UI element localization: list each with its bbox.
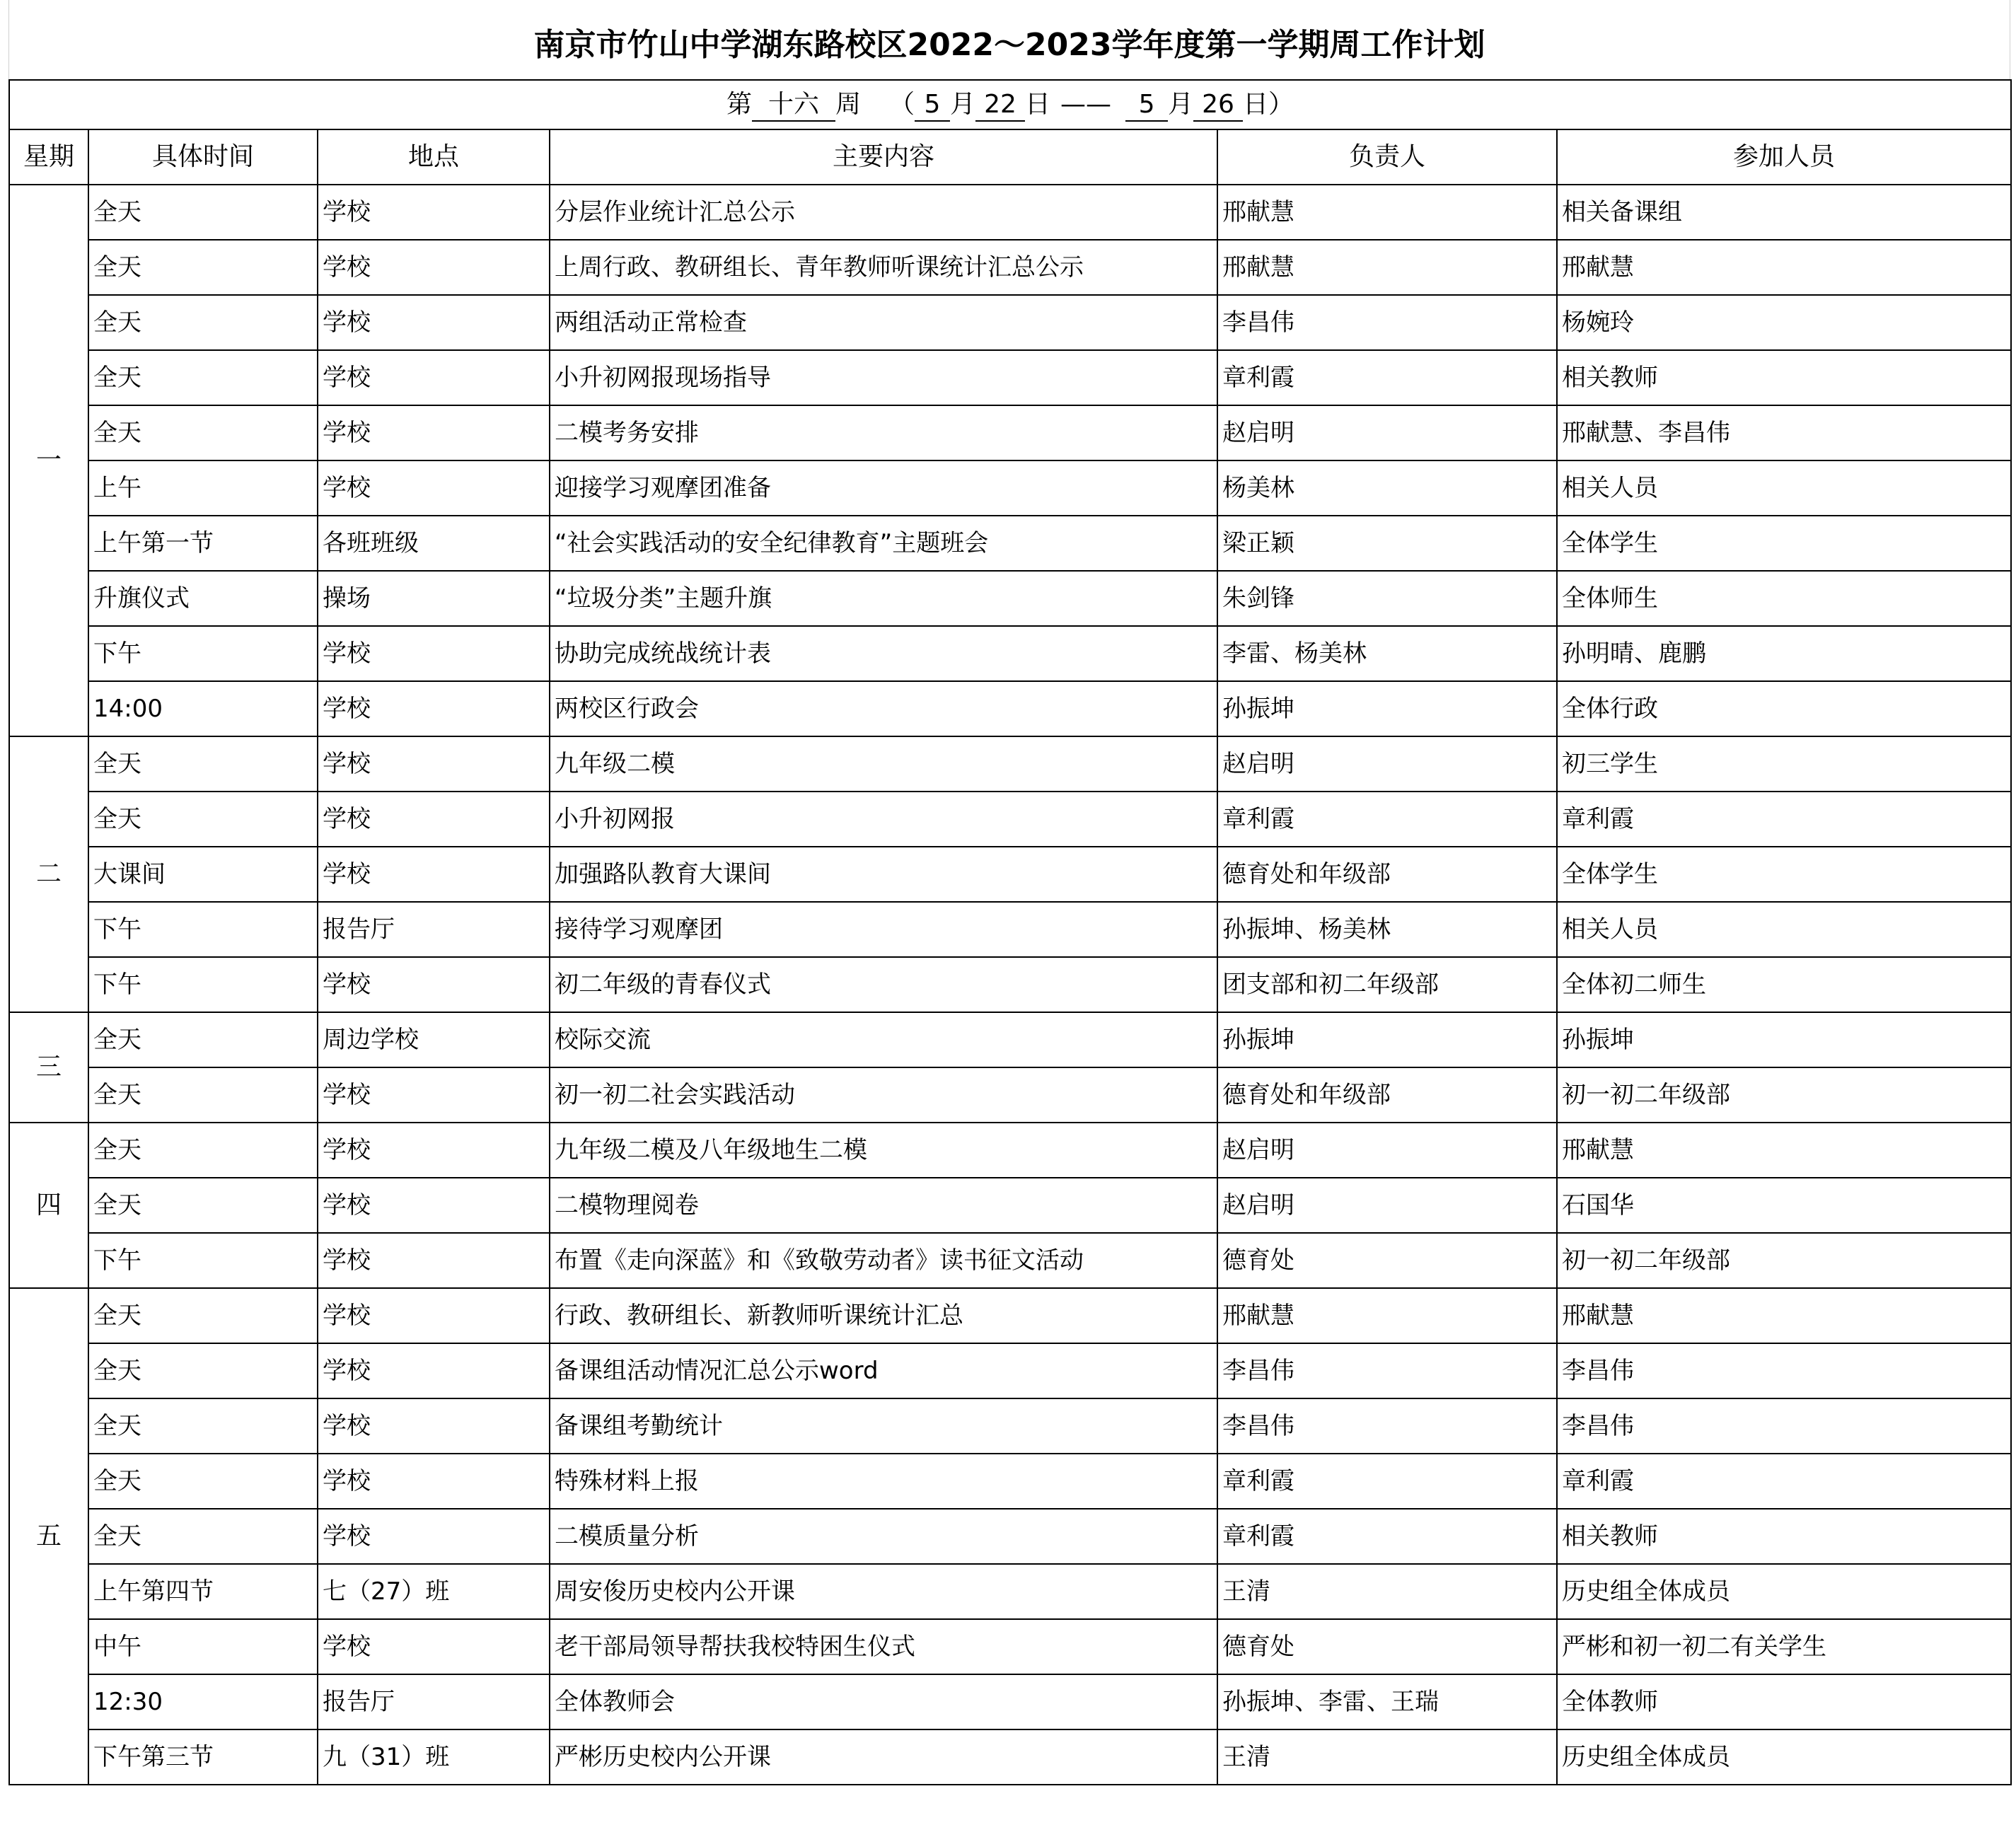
participants-cell: 李昌伟	[1557, 1343, 2011, 1398]
owner-cell: 章利霞	[1217, 350, 1557, 405]
table-row	[9, 626, 2011, 681]
week-range	[9, 80, 2011, 129]
table-row	[9, 460, 2011, 516]
date-dash: ——	[1060, 90, 1112, 119]
place-cell: 学校	[318, 1178, 550, 1233]
place-cell: 学校	[318, 626, 550, 681]
participants-cell: 全体学生	[1557, 847, 2011, 902]
participants-cell: 相关人员	[1557, 902, 2011, 957]
owner-cell: 赵启明	[1217, 405, 1557, 460]
participants-cell: 全体行政	[1557, 681, 2011, 736]
header-day: 星期	[9, 129, 88, 185]
time-cell: 全天	[88, 1398, 318, 1454]
time-cell: 全天	[88, 295, 318, 350]
page-title: 南京市竹山中学湖东路校区2022～2023学年度第一学期周工作计划	[8, 0, 2010, 79]
time-cell: 全天	[88, 1454, 318, 1509]
content-cell: 协助完成统战统计表	[550, 626, 1217, 681]
table-row	[9, 736, 2011, 792]
owner-cell: 杨美林	[1217, 460, 1557, 516]
participants-cell: 章利霞	[1557, 792, 2011, 847]
week-unit: 周	[835, 90, 861, 119]
participants-cell: 历史组全体成员	[1557, 1729, 2011, 1785]
week-prefix: 第	[726, 90, 752, 119]
place-cell: 学校	[318, 295, 550, 350]
place-cell: 学校	[318, 1619, 550, 1674]
owner-cell: 德育处和年级部	[1217, 1067, 1557, 1123]
start-month: 5	[915, 89, 950, 122]
header-owner: 负责人	[1217, 129, 1557, 185]
time-cell: 全天	[88, 1509, 318, 1564]
time-cell: 升旗仪式	[88, 571, 318, 626]
participants-cell: 章利霞	[1557, 1454, 2011, 1509]
time-cell: 下午	[88, 902, 318, 957]
table-row	[9, 1619, 2011, 1674]
content-cell: 备课组活动情况汇总公示word	[550, 1343, 1217, 1398]
time-cell: 全天	[88, 185, 318, 240]
table-row	[9, 1233, 2011, 1288]
place-cell: 七（27）班	[318, 1564, 550, 1619]
content-cell: 布置《走向深蓝》和《致敬劳动者》读书征文活动	[550, 1233, 1217, 1288]
content-cell: 初一初二社会实践活动	[550, 1067, 1217, 1123]
place-cell: 学校	[318, 1123, 550, 1178]
owner-cell: 赵启明	[1217, 736, 1557, 792]
place-cell: 各班班级	[318, 516, 550, 571]
participants-cell: 孙明晴、鹿鹏	[1557, 626, 2011, 681]
start-month-char: 月	[950, 90, 976, 119]
owner-cell: 赵启明	[1217, 1178, 1557, 1233]
time-cell: 全天	[88, 1178, 318, 1233]
header-row	[9, 129, 2011, 185]
owner-cell: 朱剑锋	[1217, 571, 1557, 626]
time-cell: 全天	[88, 240, 318, 295]
content-cell: 特殊材料上报	[550, 1454, 1217, 1509]
time-cell: 全天	[88, 1123, 318, 1178]
place-cell: 九（31）班	[318, 1729, 550, 1785]
content-cell: 分层作业统计汇总公示	[550, 185, 1217, 240]
participants-cell: 初三学生	[1557, 736, 2011, 792]
owner-cell: 李昌伟	[1217, 1398, 1557, 1454]
table-row	[9, 1454, 2011, 1509]
place-cell: 学校	[318, 350, 550, 405]
weekday-cell: 三	[9, 1012, 88, 1123]
table-row	[9, 1729, 2011, 1785]
week-number: 十六	[752, 89, 835, 122]
time-cell: 全天	[88, 350, 318, 405]
end-day: 26	[1193, 89, 1243, 122]
content-cell: “垃圾分类”主题升旗	[550, 571, 1217, 626]
content-cell: 上周行政、教研组长、青年教师听课统计汇总公示	[550, 240, 1217, 295]
place-cell: 报告厅	[318, 902, 550, 957]
participants-cell: 全体学生	[1557, 516, 2011, 571]
time-cell: 上午第四节	[88, 1564, 318, 1619]
table-row	[9, 1509, 2011, 1564]
table-row	[9, 1288, 2011, 1343]
participants-cell: 相关备课组	[1557, 185, 2011, 240]
place-cell: 学校	[318, 240, 550, 295]
table-row	[9, 1067, 2011, 1123]
content-cell: 两校区行政会	[550, 681, 1217, 736]
owner-cell: 孙振坤	[1217, 681, 1557, 736]
weekly-plan-table	[8, 79, 2012, 1785]
content-cell: 两组活动正常检查	[550, 295, 1217, 350]
time-cell: 全天	[88, 1288, 318, 1343]
table-row	[9, 185, 2011, 240]
owner-cell: 李雷、杨美林	[1217, 626, 1557, 681]
owner-cell: 孙振坤、杨美林	[1217, 902, 1557, 957]
participants-cell: 孙振坤	[1557, 1012, 2011, 1067]
table-row	[9, 681, 2011, 736]
participants-cell: 全体教师	[1557, 1674, 2011, 1729]
header-content: 主要内容	[550, 129, 1217, 185]
place-cell: 学校	[318, 1288, 550, 1343]
time-cell: 下午第三节	[88, 1729, 318, 1785]
content-cell: 小升初网报现场指导	[550, 350, 1217, 405]
owner-cell: 李昌伟	[1217, 295, 1557, 350]
owner-cell: 章利霞	[1217, 1509, 1557, 1564]
place-cell: 学校	[318, 1067, 550, 1123]
owner-cell: 王清	[1217, 1729, 1557, 1785]
owner-cell: 王清	[1217, 1564, 1557, 1619]
participants-cell: 邢献慧	[1557, 1288, 2011, 1343]
work-plan-sheet	[8, 0, 2010, 1785]
owner-cell: 德育处	[1217, 1233, 1557, 1288]
time-cell: 全天	[88, 405, 318, 460]
place-cell: 学校	[318, 1509, 550, 1564]
table-row	[9, 516, 2011, 571]
place-cell: 操场	[318, 571, 550, 626]
time-cell: 12:30	[88, 1674, 318, 1729]
table-row	[9, 957, 2011, 1012]
time-cell: 下午	[88, 1233, 318, 1288]
owner-cell: 邢献慧	[1217, 240, 1557, 295]
weekday-cell: 二	[9, 736, 88, 1012]
time-cell: 全天	[88, 1012, 318, 1067]
participants-cell: 全体师生	[1557, 571, 2011, 626]
owner-cell: 德育处和年级部	[1217, 847, 1557, 902]
table-row	[9, 1123, 2011, 1178]
place-cell: 学校	[318, 460, 550, 516]
content-cell: 全体教师会	[550, 1674, 1217, 1729]
content-cell: 二模考务安排	[550, 405, 1217, 460]
time-cell: 上午第一节	[88, 516, 318, 571]
content-cell: 周安俊历史校内公开课	[550, 1564, 1217, 1619]
content-cell: 老干部局领导帮扶我校特困生仪式	[550, 1619, 1217, 1674]
time-cell: 上午	[88, 460, 318, 516]
participants-cell: 全体初二师生	[1557, 957, 2011, 1012]
place-cell: 学校	[318, 185, 550, 240]
time-cell: 全天	[88, 1067, 318, 1123]
participants-cell: 邢献慧、李昌伟	[1557, 405, 2011, 460]
table-row	[9, 1674, 2011, 1729]
owner-cell: 章利霞	[1217, 1454, 1557, 1509]
content-cell: 九年级二模	[550, 736, 1217, 792]
table-row	[9, 350, 2011, 405]
place-cell: 学校	[318, 792, 550, 847]
place-cell: 学校	[318, 847, 550, 902]
place-cell: 学校	[318, 405, 550, 460]
content-cell: 严彬历史校内公开课	[550, 1729, 1217, 1785]
time-cell: 14:00	[88, 681, 318, 736]
participants-cell: 邢献慧	[1557, 1123, 2011, 1178]
content-cell: 初二年级的青春仪式	[550, 957, 1217, 1012]
weekday-cell: 五	[9, 1288, 88, 1785]
start-day: 22	[975, 89, 1025, 122]
end-close: 日）	[1243, 90, 1294, 119]
content-cell: 九年级二模及八年级地生二模	[550, 1123, 1217, 1178]
owner-cell: 团支部和初二年级部	[1217, 957, 1557, 1012]
participants-cell: 历史组全体成员	[1557, 1564, 2011, 1619]
table-row	[9, 1343, 2011, 1398]
content-cell: 备课组考勤统计	[550, 1398, 1217, 1454]
owner-cell: 邢献慧	[1217, 185, 1557, 240]
content-cell: 校际交流	[550, 1012, 1217, 1067]
table-row	[9, 1178, 2011, 1233]
content-cell: 小升初网报	[550, 792, 1217, 847]
time-cell: 全天	[88, 736, 318, 792]
place-cell: 学校	[318, 1343, 550, 1398]
content-cell: 二模物理阅卷	[550, 1178, 1217, 1233]
owner-cell: 邢献慧	[1217, 1288, 1557, 1343]
place-cell: 学校	[318, 1454, 550, 1509]
end-month: 5	[1125, 89, 1168, 122]
time-cell: 全天	[88, 1343, 318, 1398]
table-row	[9, 847, 2011, 902]
owner-cell: 赵启明	[1217, 1123, 1557, 1178]
participants-cell: 相关教师	[1557, 1509, 2011, 1564]
table-row	[9, 902, 2011, 957]
content-cell: “社会实践活动的安全纪律教育”主题班会	[550, 516, 1217, 571]
content-cell: 二模质量分析	[550, 1509, 1217, 1564]
owner-cell: 孙振坤	[1217, 1012, 1557, 1067]
header-place: 地点	[318, 129, 550, 185]
time-cell: 全天	[88, 792, 318, 847]
table-row	[9, 571, 2011, 626]
content-cell: 行政、教研组长、新教师听课统计汇总	[550, 1288, 1217, 1343]
participants-cell: 初一初二年级部	[1557, 1233, 2011, 1288]
participants-cell: 相关教师	[1557, 350, 2011, 405]
participants-cell: 石国华	[1557, 1178, 2011, 1233]
weekday-cell: 四	[9, 1123, 88, 1288]
table-row	[9, 1012, 2011, 1067]
week-range-row	[9, 80, 2011, 129]
time-cell: 下午	[88, 957, 318, 1012]
place-cell: 学校	[318, 1233, 550, 1288]
table-row	[9, 240, 2011, 295]
time-cell: 大课间	[88, 847, 318, 902]
owner-cell: 李昌伟	[1217, 1343, 1557, 1398]
content-cell: 接待学习观摩团	[550, 902, 1217, 957]
weekday-cell: 一	[9, 185, 88, 736]
participants-cell: 李昌伟	[1557, 1398, 2011, 1454]
place-cell: 学校	[318, 736, 550, 792]
time-cell: 中午	[88, 1619, 318, 1674]
time-cell: 下午	[88, 626, 318, 681]
participants-cell: 邢献慧	[1557, 240, 2011, 295]
place-cell: 周边学校	[318, 1012, 550, 1067]
table-row	[9, 405, 2011, 460]
start-day-char: 日	[1025, 90, 1051, 119]
owner-cell: 孙振坤、李雷、王瑞	[1217, 1674, 1557, 1729]
header-participants: 参加人员	[1557, 129, 2011, 185]
participants-cell: 杨婉玲	[1557, 295, 2011, 350]
table-row	[9, 792, 2011, 847]
participants-cell: 严彬和初一初二有关学生	[1557, 1619, 2011, 1674]
owner-cell: 梁正颖	[1217, 516, 1557, 571]
table-row	[9, 1564, 2011, 1619]
header-time: 具体时间	[88, 129, 318, 185]
owner-cell: 章利霞	[1217, 792, 1557, 847]
place-cell: 报告厅	[318, 1674, 550, 1729]
participants-cell: 相关人员	[1557, 460, 2011, 516]
week-open-paren: （	[888, 90, 915, 119]
place-cell: 学校	[318, 1398, 550, 1454]
content-cell: 加强路队教育大课间	[550, 847, 1217, 902]
table-row	[9, 295, 2011, 350]
participants-cell: 初一初二年级部	[1557, 1067, 2011, 1123]
place-cell: 学校	[318, 681, 550, 736]
content-cell: 迎接学习观摩团准备	[550, 460, 1217, 516]
table-row	[9, 1398, 2011, 1454]
owner-cell: 德育处	[1217, 1619, 1557, 1674]
place-cell: 学校	[318, 957, 550, 1012]
end-month-char: 月	[1168, 90, 1194, 119]
